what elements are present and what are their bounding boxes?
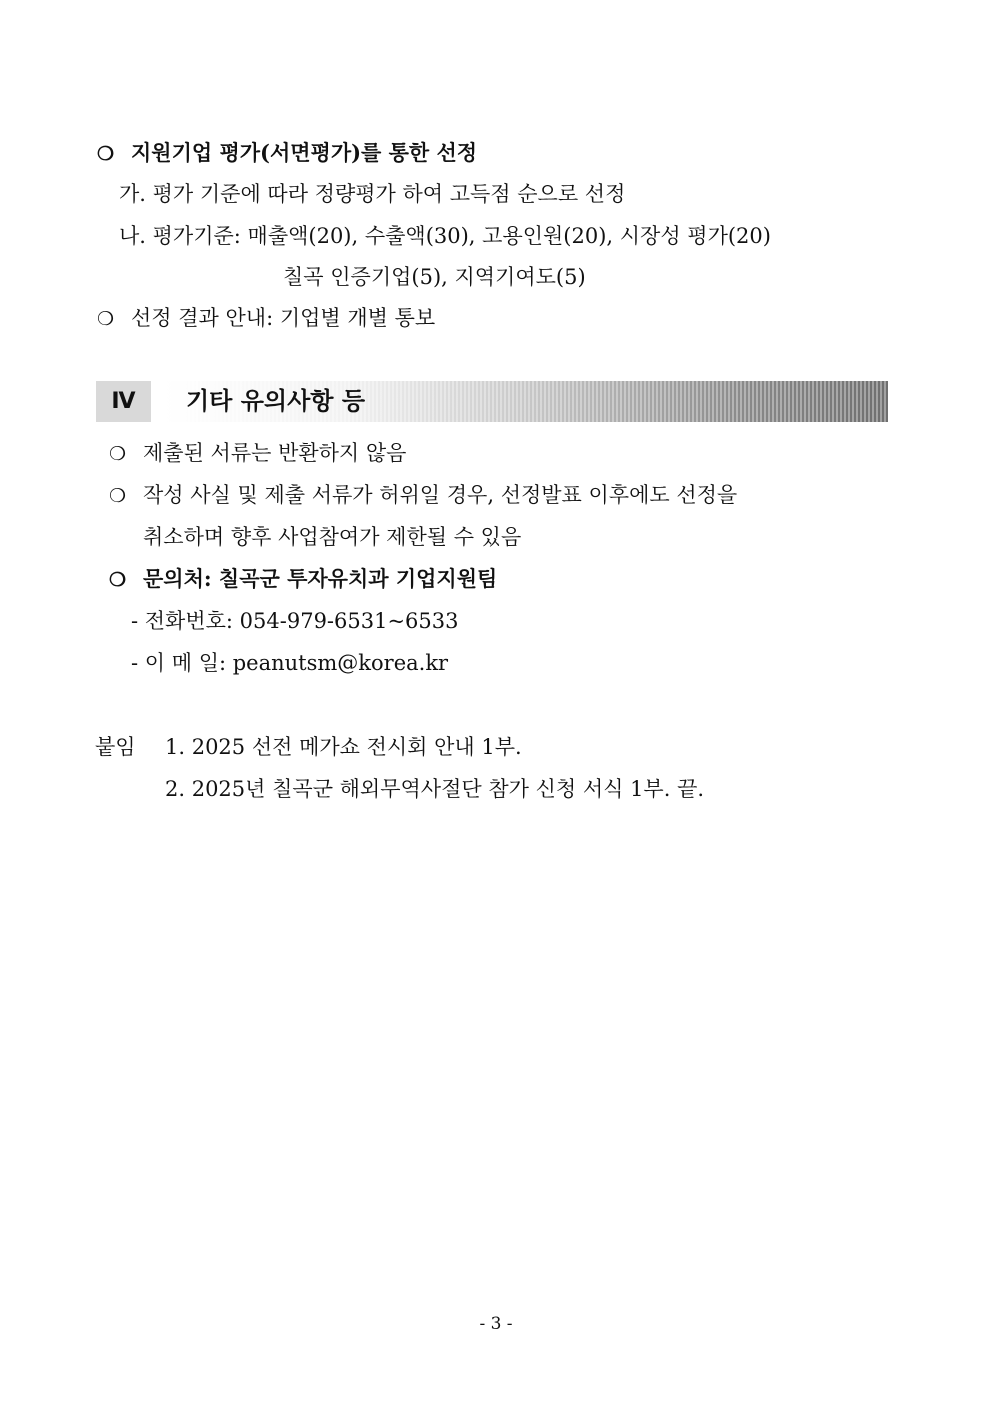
- note-item: [109, 440, 406, 467]
- attachment-item-1: 1. 2025 선전 메가쇼 전시회 안내 1부.: [165, 735, 522, 759]
- note-text: 작성 사실 및 제출 서류가 허위일 경우, 선정발표 이후에도 선정을: [143, 483, 738, 507]
- circle-bullet-icon: ❍: [97, 143, 115, 165]
- attachment-label: 붙임: [95, 735, 136, 759]
- circle-bullet-icon: ❍: [109, 443, 127, 465]
- evaluation-heading: [97, 140, 477, 167]
- contact-email: - 이 메 일: peanutsm@korea.kr: [131, 651, 449, 675]
- attachment-item-2: 2. 2025년 칠곡군 해외무역사절단 참가 신청 서식 1부. 끝.: [165, 777, 705, 801]
- contact-phone: - 전화번호: 054-979-6531~6533: [131, 609, 459, 633]
- circle-bullet-icon: ❍: [97, 308, 115, 330]
- note-item: [109, 482, 737, 509]
- contact-line: [109, 566, 497, 593]
- evaluation-item-na-continued: 칠곡 인증기업(5), 지역기여도(5): [283, 265, 586, 289]
- evaluation-item-na: 나. 평가기준: 매출액(20), 수출액(30), 고용인원(20), 시장성 평가(20): [119, 224, 771, 248]
- circle-bullet-icon: ❍: [109, 485, 127, 507]
- contact-text: 문의처: 칠곡군 투자유치과 기업지원팀: [143, 566, 498, 591]
- selection-result-text: 선정 결과 안내: 기업별 개별 통보: [131, 306, 436, 330]
- circle-bullet-icon: ❍: [109, 569, 127, 591]
- note-text-continued: 취소하며 향후 사업참여가 제한될 수 있음: [143, 525, 522, 549]
- page-number: - 3 -: [479, 1314, 513, 1334]
- selection-result: [97, 305, 435, 332]
- evaluation-heading-text: 지원기업 평가(서면평가)를 통한 선정: [131, 140, 478, 165]
- section-title: 기타 유의사항 등: [186, 387, 365, 415]
- section-title-bar: [164, 381, 888, 422]
- section-number: Ⅳ: [96, 381, 151, 422]
- note-text: 제출된 서류는 반환하지 않음: [143, 441, 407, 465]
- section-header: [96, 381, 888, 422]
- evaluation-item-ga: 가. 평가 기준에 따라 정량평가 하여 고득점 순으로 선정: [119, 182, 626, 206]
